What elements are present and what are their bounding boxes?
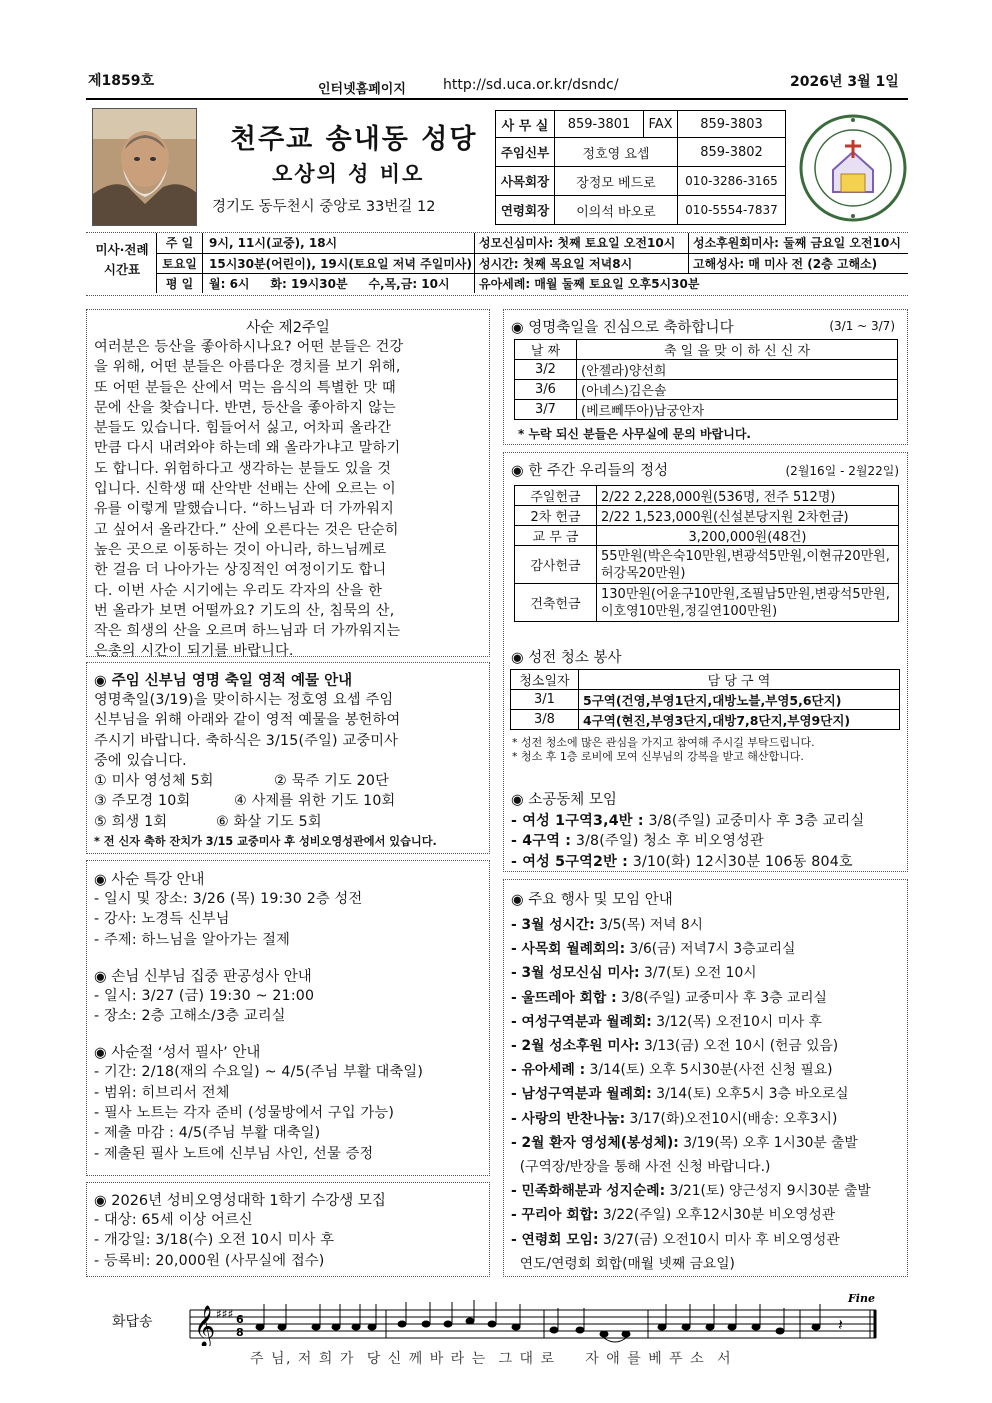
reflection-body [87,337,489,662]
event-line [511,1228,900,1252]
offering-box [503,452,908,872]
contact-label: 연령회장 [496,196,555,225]
contact-value: 장정모 베드로 [555,167,678,196]
schedule-extra: 성시간: 첫째 목요일 저녁8시 [475,253,689,273]
table-cell: 130만원(어윤구10만원,조필남5만원,변광석5만원,이호영10만원,정길연100만원) [597,584,899,622]
schedule-day: 주 일 [157,233,203,253]
offering-item: ② 묵주 기도 20단 [274,773,390,790]
lent-lecture-title: ◉ 사순 특강 안내 [94,872,205,888]
offering-item: ⑥ 화살 기도 5회 [216,813,322,830]
event-line [511,986,900,1010]
schedule-times: 9시, 11시(교중), 18시 [203,233,475,253]
event-detail: 연도/연령회 회합(매월 넷째 금요일) [511,1255,735,1272]
schedule-day: 평 일 [157,273,203,293]
event-detail: 3/7(토) 오전 10시 [643,965,757,982]
fax-label: FAX [644,111,678,138]
contact-value: 859-3801 [555,111,644,138]
offering-item: ③ 주모경 10회 [94,793,191,810]
table-cell: 3/1 [511,690,579,710]
contact-phone: 010-5554-7837 [678,196,786,225]
university-title: ◉ 2026년 성비오영성대학 1학기 수강생 모집 [94,1193,386,1209]
text-line: - 개강일: 3/18(수) 오전 10시 미사 후 [94,1232,335,1249]
fax-value: 859-3803 [678,111,786,138]
event-name: - 꾸리아 회합: [511,1207,599,1224]
table-cell: 2차 헌금 [515,506,597,526]
svg-text:♯♯♯: ♯♯♯ [216,1307,234,1321]
homepage-label: 인터넷홈페이지 [318,82,406,97]
cleaning-title: ◉ 성전 청소 봉사 [511,650,622,666]
schedule-table [156,233,908,293]
events-list [504,913,907,1276]
event-line [511,937,900,961]
table-cell: 3/6 [515,380,577,400]
feast-day-table [514,339,898,420]
table-cell: (안젤라)양선희 [577,360,898,380]
event-line [511,1082,900,1106]
feast-day-title: ◉ 영명축일을 진심으로 축하합니다 [511,320,734,336]
schedule-bottom-rule [86,295,908,296]
event-line [511,1107,900,1131]
offering-table [514,485,899,622]
contact-value: 이의석 바오로 [555,196,678,225]
event-detail: 3/8(주일) 교중미사 후 3층 교리실 [621,989,827,1006]
event-line [511,1155,900,1179]
table-cell: 2/22 1,523,000원(신설본당지원 2차헌금) [597,506,899,526]
psalm-lyrics: 주 님, 저 희 가 당 신 께 바 라 는 그 대 로 자 애 를 베 푸 소 서 [250,1351,733,1367]
table-header: 축 일 을 맞 이 하 신 신 자 [577,340,898,360]
text-line: 유를 이렇게 말했습니다. “하느님과 더 가까워지 [94,501,395,518]
schedule-extra: 고해성사: 매 미사 전 (2층 고해소) [693,256,878,271]
text-line: - 장소: 2층 고해소/3층 교리실 [94,1008,286,1025]
text-line: 문에 산을 찾습니다. 반면, 등산을 좋아하지 않는 [94,399,396,416]
parish-patron: 오상의 성 비오 [272,162,425,186]
lent-box [86,860,490,1176]
community-title: ◉ 소공동체 모임 [511,792,617,808]
text-line: 을 위해, 어떤 분들은 아름다운 경치를 보기 위해, [94,359,401,376]
contact-label: 사목회장 [496,167,555,196]
event-detail: 3/27(금) 오전10시 미사 후 비오영성관 [602,1231,840,1248]
offering-range: (2월16일 - 2월22일) [785,464,899,478]
event-line [511,1179,900,1203]
table-cell: 3/2 [515,360,577,380]
event-detail: 3/17(화)오전10시(배송: 오후3시) [629,1110,838,1127]
contact-phone: 010-3286-3165 [678,167,786,196]
event-name: - 연령회 모임: [511,1231,599,1248]
text-line: 도 합니다. 위험하다고 생각하는 분들도 있을 것 [94,460,392,477]
event-line [511,1010,900,1034]
event-name: - 민족화해분과 성지순례: [511,1183,666,1200]
text-line: 높은 곳으로 이동하는 것이 아니라, 하느님께로 [94,541,387,558]
event-line [511,1252,900,1276]
event-detail: 3/19(목) 오후 1시30분 출발 [683,1134,858,1151]
event-name: - 유아세례 : [511,1062,586,1079]
schedule-extra: 성소후원회미사: 둘째 금요일 오전10시 [693,236,901,251]
table-cell: 주일헌금 [515,486,597,506]
contact-phone: 859-3802 [678,138,786,167]
text-line: 또 어떤 분들은 산에서 먹는 음식의 특별한 맛 때 [94,379,396,396]
fine-marking: Fine [848,1292,875,1305]
event-line [511,1203,900,1227]
event-name: - 여성구역분과 월례회: [511,1013,652,1030]
text-line: 입니다. 신학생 때 산악반 선배는 산에 오르는 이 [94,481,396,498]
text-line: - 강사: 노경득 신부님 [94,911,230,928]
psalm-label: 화답송 [112,1314,153,1330]
event-detail: 3/13(금) 오전 10시 (헌금 있음) [643,1038,839,1055]
music-staff [186,1290,880,1346]
text-line: 고 싶어서 올라간다.” 산에 오른다는 것은 단순히 [94,521,399,538]
table-cell: 3,200,000원(48건) [597,526,899,546]
text-line: 은총의 시간이 되기를 바랍니다. [94,643,294,660]
cleaning-note: * 성전 청소에 많은 관심을 가지고 참여해 주시길 부탁드립니다. [512,736,815,749]
table-cell: 감사헌금 [515,546,597,584]
schedule-day: 토요일 [157,253,203,273]
header-rule [86,98,908,100]
text-line: - 등록비: 20,000원 (사무실에 접수) [94,1252,325,1269]
table-cell: 3/8 [511,710,579,730]
table-cell: 2/22 2,228,000원(536명, 전주 512명) [597,486,899,506]
schedule-extra: 유아세례: 매월 둘째 토요일 오후5시30분 [479,276,700,291]
homepage-url[interactable]: http://sd.uca.or.kr/dsndc/ [443,77,619,93]
contacts-table [495,110,786,225]
table-cell: (베르뻬뚜아)남궁안자 [577,400,898,420]
text-line: - 제출 마감 : 4/5(주님 부활 대축일) [94,1125,321,1142]
contact-label: 주임신부 [496,138,555,167]
pastor-feast-note: * 전 신자 축하 잔치가 3/15 교중미사 후 성비오영성관에서 있습니다. [94,835,437,849]
table-cell: 교 무 금 [515,526,597,546]
text-line: 여러분은 등산을 좋아하시나요? 어떤 분들은 건강 [94,339,404,355]
university-box [86,1182,490,1277]
feast-day-box [503,309,908,445]
event-name: - 울뜨레아 회합 : [511,989,617,1006]
table-cell: 55만원(박은숙10만원,변광석5만원,이현규20만원,허강목20만원) [597,546,899,584]
community-group: - 4구역 : [511,833,572,850]
event-name: - 2월 환자 영성체(봉성체): [511,1134,679,1151]
event-detail: (구역장/반장을 통해 사전 신청 바랍니다.) [511,1159,771,1176]
text-line: - 주제: 하느님을 알아가는 절제 [94,931,291,948]
bible-copy-title: ◉ 사순절 ‘성서 필사’ 안내 [94,1045,261,1062]
event-detail: 3/21(토) 양근성지 9시30분 출발 [669,1183,871,1200]
penance-title: ◉ 손님 신부님 집중 판공성사 안내 [94,968,312,985]
cleaning-table [510,669,900,730]
text-line: 신부님을 위해 아래와 같이 영적 예물을 봉헌하여 [94,712,401,729]
community-line [511,811,900,831]
text-line: - 일시 및 장소: 3/26 (목) 19:30 2층 성전 [94,891,363,907]
offering-title: ◉ 한 주간 우리들의 정성 [511,463,669,479]
event-line [511,1131,900,1155]
event-name: - 남성구역분과 월례회: [511,1086,652,1103]
text-line: - 일시: 3/27 (금) 19:30 ~ 21:00 [94,987,315,1004]
reflection-box [86,309,490,660]
pastor-feast-box [86,662,490,854]
schedule-extra: 성모신심미사: 첫째 토요일 오전10시 [475,233,689,253]
text-line: - 대상: 65세 이상 어르신 [94,1212,253,1228]
offering-items [94,771,482,791]
event-name: - 3월 성모신심 미사: [511,965,640,982]
event-name: - 2월 성소후원 미사: [511,1038,640,1055]
feast-day-range: (3/1 ~ 3/7) [829,319,895,333]
schedule-times: 월: 6시 화: 19시30분 수,목,금: 10시 [203,273,475,293]
event-detail: 3/22(주일) 오후12시30분 비오영성관 [602,1207,836,1224]
table-header: 청소일자 [511,670,579,690]
events-box [503,879,908,1277]
community-group: - 여성 1구역3,4반 : [511,813,644,829]
event-detail: 3/5(목) 저녁 8시 [599,917,703,933]
text-line: 분들도 있습니다. 힘들어서 싫고, 어차피 올라간 [94,420,392,437]
text-line: 주시기 바랍니다. 축하식은 3/15(주일) 교중미사 [94,732,399,749]
text-line: 작은 희생의 산을 오르며 하느님과 더 가까워지는 [94,623,401,640]
text-line: 만큼 다시 내려와야 하는데 왜 올라가냐고 말하기 [94,440,401,457]
schedule-title: 미사·전례 시간표 [95,242,149,277]
text-line: 다. 이번 사순 시기에는 우리도 각자의 산을 한 [94,582,382,599]
svg-text:6: 6 [236,1313,244,1326]
table-header: 담 당 구 역 [579,670,900,690]
community-group: - 여성 5구역2반 : [511,853,629,870]
text-line: - 기간: 2/18(재의 수요일) ~ 4/5(주님 부활 대축일) [94,1064,424,1081]
text-line: 한 걸음 더 나아가는 상징적인 여정이기도 합니 [94,562,387,579]
event-name: - 사랑의 반찬나눔: [511,1110,626,1127]
pastor-feast-title: ◉ 주임 신부님 영명 축일 영적 예물 안내 [94,673,353,689]
event-detail: 3/12(목) 오전10시 미사 후 [656,1013,822,1030]
table-cell: 건축헌금 [515,584,597,622]
table-cell: 4구역(현진,부영3단지,대방7,8단지,부영9단지) [579,710,900,730]
svg-text:𝄞: 𝄞 [194,1306,216,1346]
issue-number: 제1859호 [88,73,155,89]
svg-text:𝄽: 𝄽 [838,1315,843,1334]
text-line: - 필사 노트는 각자 준비 (성물방에서 구입 가능) [94,1105,395,1122]
community-detail: 3/8(주일) 청소 후 비오영성관 [575,833,764,850]
event-detail: 3/6(금) 저녁7시 3층교리실 [629,941,796,958]
text-line: - 범위: 히브리서 전체 [94,1084,230,1101]
svg-text:8: 8 [236,1326,244,1339]
event-line [511,1058,900,1082]
event-name: - 3월 성시간: [511,917,595,933]
offering-item: ④ 사제를 위한 기도 10회 [234,793,396,810]
community-detail: 3/8(주일) 교중미사 후 3층 교리실 [648,813,865,829]
parish-name: 천주교 송내동 성당 [230,124,478,155]
event-line [511,913,900,937]
contact-label: 사 무 실 [496,111,555,138]
community-detail: 3/10(화) 12시30분 106동 804호 [632,853,853,870]
offering-items [94,812,482,832]
parish-emblem [797,112,909,224]
text-line: - 제출된 필사 노트에 신부님 사인, 선물 증정 [94,1145,374,1162]
offering-item: ① 미사 영성체 5회 [94,773,214,790]
event-line [511,1034,900,1058]
events-title: ◉ 주요 행사 및 모임 안내 [511,892,673,908]
table-header: 날 짜 [515,340,577,360]
event-name: - 사목회 월례회의: [511,941,626,958]
table-cell: 3/7 [515,400,577,420]
saint-portrait [92,108,197,226]
event-detail: 3/14(토) 오후 5시30분(사전 신청 필요) [589,1062,833,1079]
text-line: 영명축일(3/19)을 맞이하시는 정호영 요셉 주임 [94,692,394,708]
issue-date: 2026년 3월 1일 [790,74,899,90]
text-line: 중에 있습니다. [94,752,187,769]
community-line [511,831,900,851]
contact-value: 정호영 요셉 [555,138,678,167]
parish-address: 경기도 동두천시 중앙로 33번길 12 [212,199,436,215]
offering-item: ⑤ 희생 1회 [94,813,168,830]
event-line [511,961,900,985]
schedule-times: 15시30분(어린이), 19시(토요일 저녁 주일미사) [203,253,475,273]
community-line [511,852,900,872]
table-cell: 5구역(건영,부영1단지,대방노블,부영5,6단지) [579,690,900,710]
event-detail: 3/14(토) 오후5시 3층 바오로실 [656,1086,849,1103]
cleaning-note: * 청소 후 1층 로비에 모여 신부님의 강복을 받고 해산합니다. [512,750,804,763]
offering-items [94,791,482,811]
text-line: 번 올라가 보면 어떨까요? 기도의 산, 침묵의 산, [94,602,395,619]
reflection-title: 사순 제2주일 [246,320,330,336]
table-cell: (아녜스)김은솔 [577,380,898,400]
feast-day-note: * 누락 되신 분들은 사무실에 문의 바랍니다. [518,427,751,441]
